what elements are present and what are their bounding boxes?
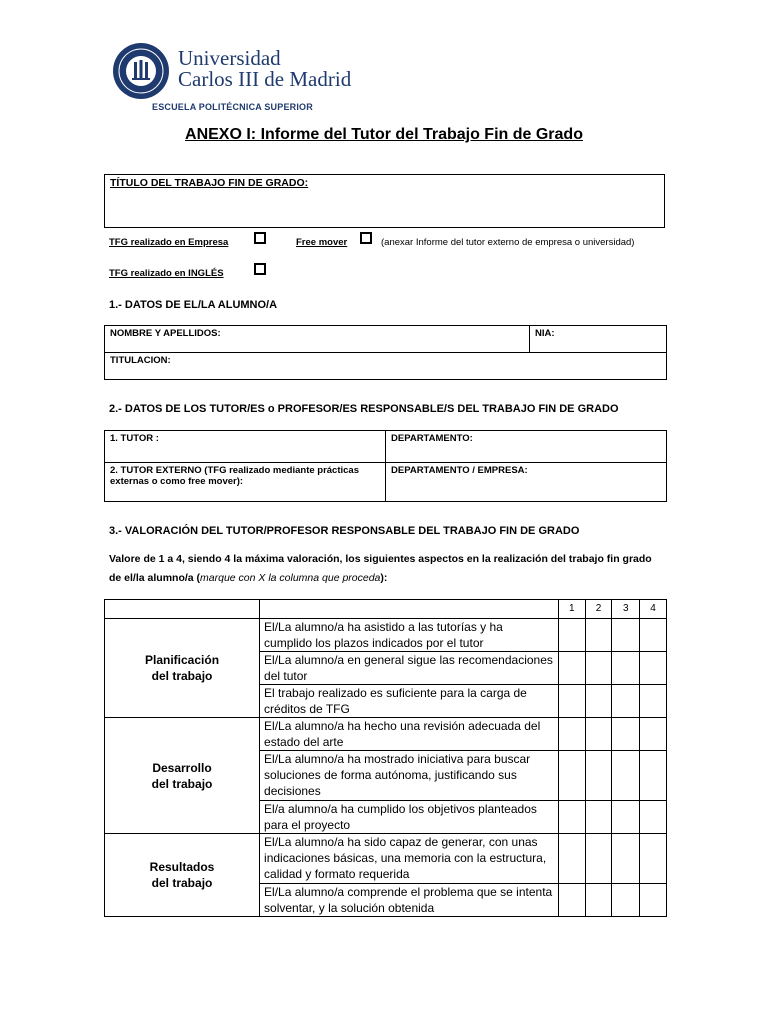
- score-cell[interactable]: [585, 751, 612, 801]
- dep-empresa-field[interactable]: [386, 463, 667, 502]
- section3-instructions: Valore de 1 a 4, siendo 4 la máxima valoración, los siguientes aspectos en la realización del trabajo fin grado de el/la alumno/a (marque con X la columna que proceda):: [109, 553, 652, 584]
- criterion-item: El/La alumno/a ha mostrado iniciativa para buscar soluciones de forma autónoma, justificando sus decisiones: [260, 751, 559, 801]
- criterion-item: El/La alumno/a comprende el problema que se intenta solventar, y la solución obtenida: [260, 884, 559, 917]
- titulacion-field[interactable]: [105, 353, 667, 380]
- header-blank: [105, 600, 260, 619]
- score-cell[interactable]: [558, 884, 585, 917]
- student-data-table: [104, 325, 667, 380]
- university-seal-logo: [112, 42, 170, 100]
- score-cell[interactable]: [612, 685, 640, 718]
- nombre-field[interactable]: [105, 326, 530, 353]
- score-cell[interactable]: [612, 884, 640, 917]
- score-cell[interactable]: [585, 652, 612, 685]
- criterion-item: El/La alumno/a ha hecho una revisión adecuada del estado del arte: [260, 718, 559, 751]
- section3-heading: 3.- VALORACIÓN DEL TUTOR/PROFESOR RESPONSABLE DEL TRABAJO FIN DE GRADO: [109, 525, 580, 537]
- school-name: ESCUELA POLITÉCNICA SUPERIOR: [152, 102, 313, 112]
- departamento-label: DEPARTAMENTO:: [391, 433, 473, 444]
- score-cell[interactable]: [640, 884, 667, 917]
- titulacion-label: TITULACION:: [110, 355, 171, 366]
- category-desarrollo: Desarrollo del trabajo: [105, 718, 260, 834]
- score-cell[interactable]: [558, 652, 585, 685]
- nombre-label: NOMBRE Y APELLIDOS:: [110, 328, 221, 339]
- score-cell[interactable]: [585, 884, 612, 917]
- score-cell[interactable]: [640, 801, 667, 834]
- score-cell[interactable]: [558, 718, 585, 751]
- document-title: ANEXO I: Informe del Tutor del Trabajo Fin de Grado: [185, 126, 583, 143]
- free-mover-label: Free mover: [296, 237, 348, 248]
- score-cell[interactable]: [640, 685, 667, 718]
- score-cell[interactable]: [558, 801, 585, 834]
- score-cell[interactable]: [558, 751, 585, 801]
- university-name: Universidad Carlos III de Madrid: [178, 46, 352, 91]
- departamento-field[interactable]: [386, 431, 667, 463]
- tfg-title-label: TÍTULO DEL TRABAJO FIN DE GRADO:: [110, 177, 309, 189]
- score-cell[interactable]: [612, 834, 640, 884]
- score-cell[interactable]: [612, 718, 640, 751]
- scale-2: 2: [585, 600, 612, 619]
- criterion-item: El trabajo realizado es suficiente para la carga de créditos de TFG: [260, 685, 559, 718]
- category-resultados: Resultados del trabajo: [105, 834, 260, 917]
- tutor-externo-field[interactable]: [105, 463, 386, 502]
- score-cell[interactable]: [558, 834, 585, 884]
- scale-3: 3: [612, 600, 640, 619]
- score-cell[interactable]: [558, 685, 585, 718]
- score-cell[interactable]: [640, 619, 667, 652]
- score-cell[interactable]: [640, 834, 667, 884]
- criterion-item: El/La alumno/a en general sigue las recomendaciones del tutor: [260, 652, 559, 685]
- score-cell[interactable]: [585, 718, 612, 751]
- free-mover-note: (anexar Informe del tutor externo de empresa o universidad): [381, 237, 635, 248]
- score-cell[interactable]: [585, 685, 612, 718]
- header-blank: [260, 600, 559, 619]
- free-mover-checkbox[interactable]: [360, 232, 372, 244]
- evaluation-table: [104, 599, 667, 917]
- dep-empresa-label: DEPARTAMENTO / EMPRESA:: [391, 465, 528, 476]
- score-cell[interactable]: [558, 619, 585, 652]
- criterion-item: El/a alumno/a ha cumplido los objetivos planteados para el proyecto: [260, 801, 559, 834]
- category-planificacion: Planificación del trabajo: [105, 619, 260, 718]
- tutor-label: 1. TUTOR :: [110, 433, 159, 444]
- criterion-item: El/La alumno/a ha sido capaz de generar, con unas indicaciones básicas, una memoria con la estructura, calidad y formato requerida: [260, 834, 559, 884]
- scale-4: 4: [640, 600, 667, 619]
- ingles-checkbox[interactable]: [254, 263, 266, 275]
- tutor-field[interactable]: [105, 431, 386, 463]
- section1-heading: 1.- DATOS DE EL/LA ALUMNO/A: [109, 299, 278, 311]
- score-cell[interactable]: [585, 619, 612, 652]
- nia-label: NIA:: [535, 328, 555, 339]
- score-cell[interactable]: [585, 834, 612, 884]
- nia-field[interactable]: [530, 326, 667, 353]
- score-cell[interactable]: [612, 652, 640, 685]
- criterion-item: El/La alumno/a ha asistido a las tutorías y ha cumplido los plazos indicados por el tutor: [260, 619, 559, 652]
- score-cell[interactable]: [612, 801, 640, 834]
- empresa-label: TFG realizado en Empresa: [109, 237, 229, 248]
- scale-1: 1: [558, 600, 585, 619]
- score-cell[interactable]: [640, 751, 667, 801]
- empresa-checkbox[interactable]: [254, 232, 266, 244]
- score-cell[interactable]: [612, 751, 640, 801]
- score-cell[interactable]: [640, 718, 667, 751]
- score-cell[interactable]: [640, 652, 667, 685]
- score-cell[interactable]: [585, 801, 612, 834]
- tfg-title-field[interactable]: [104, 174, 665, 228]
- score-cell[interactable]: [612, 619, 640, 652]
- tutor-data-table: [104, 430, 667, 502]
- section2-heading: 2.- DATOS DE LOS TUTOR/ES o PROFESOR/ES RESPONSABLE/S DEL TRABAJO FIN DE GRADO: [109, 403, 619, 415]
- tutor-externo-label: 2. TUTOR EXTERNO (TFG realizado mediante prácticas externas o como free mover):: [110, 465, 359, 487]
- ingles-label: TFG realizado en INGLÉS: [109, 268, 224, 279]
